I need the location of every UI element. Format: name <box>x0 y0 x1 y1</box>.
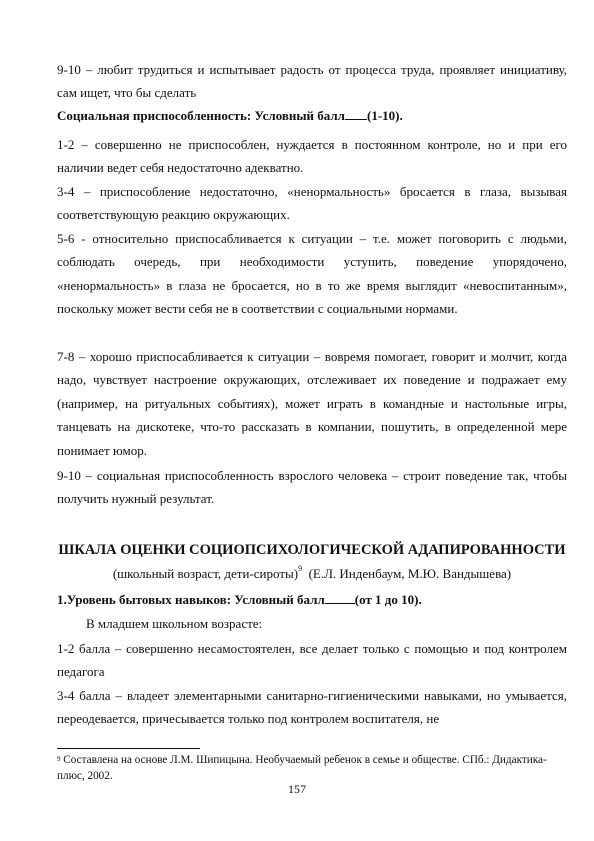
social-item-3-4: 3-4 – приспособление недостаточно, «ненормальность» бросается в глаза, вызывая соответствующую реакцию окружающих. <box>57 184 567 223</box>
household-item-3-4: 3-4 балла – владеет элементарными санитарно-гигиеническими навыками, но умывается, переодевается, причесывается только под контролем воспитателя, не <box>57 688 567 727</box>
social-heading-text: Социальная приспособленность: Условный балл <box>57 108 345 123</box>
subtitle-text: (школьный возраст, дети-сироты) <box>112 566 299 581</box>
footnote-text: Составлена на основе Л.М. Шипицына. Необучаемый ребенок в семье и обществе. СПб.: Дидактика-плюс, 2002. <box>57 754 547 782</box>
footnote-divider <box>57 748 200 749</box>
footnote <box>57 752 567 784</box>
footnote-reference[interactable]: 9 <box>298 564 303 573</box>
subtitle-authors: (Е.Л. Инденбаум, М.Ю. Вандышева) <box>308 566 512 581</box>
household-skills-heading <box>57 592 567 608</box>
social-item-9-10: 9-10 – социальная приспособленность взрослого человека – строит поведение так, чтобы получить нужный результат. <box>57 468 567 507</box>
score-blank <box>345 108 367 120</box>
score-blank <box>325 592 355 604</box>
social-item-7-8: 7-8 – хорошо приспосабливается к ситуации – вовремя помогает, говорит и молчит, когда надо, чувствует настроение окружающих, отслеживает их поведение и подражает ему (например, на ритуальных событиях), может играть в командные и настольные игры, танцевать на дискотеке, что-то рассказать в компании, пошутить, в определенной мере понимает юмор. <box>57 349 567 458</box>
social-item-5-6: 5-6 - относительно приспосабливается к ситуации – т.е. может поговорить с людьми, соблюдать очередь, при необходимости уступить, поведение упорядочено, «ненормальность» в глаза не бросается, но в то же время выглядит «невоспитанным», поскольку может вести себя не в соответствии с социальными нормами. <box>57 231 567 317</box>
scale-subtitle <box>57 566 567 582</box>
household-heading-mid: : Условный балл <box>226 592 325 607</box>
household-heading-suffix: (от 1 до 10). <box>354 592 422 607</box>
junior-school-label: В младшем школьном возрасте: <box>86 616 263 631</box>
household-heading-text: 1.Уровень бытовых навыков <box>57 592 227 607</box>
scale-title: ШКАЛА ОЦЕНКИ СОЦИОПСИХОЛОГИЧЕСКОЙ АДАПИРОВАННОСТИ <box>58 542 566 558</box>
footnote-mark: 9 <box>57 755 61 763</box>
social-item-1-2: 1-2 – совершенно не приспособлен, нуждается в постоянном контроле, но и при его наличии ведет себя недостаточно адекватно. <box>57 137 567 176</box>
paragraph-diligence-9-10: 9-10 – любит трудиться и испытывает радость от процесса труда, проявляет инициативу, сам ищет, что бы сделать <box>57 62 567 101</box>
social-adaptation-heading <box>57 108 567 124</box>
social-heading-suffix: (1-10). <box>366 108 403 123</box>
household-item-1-2: 1-2 балла – совершенно несамостоятелен, все делает только с помощью и под контролем педагога <box>57 641 567 680</box>
page-number: 157 <box>288 782 306 796</box>
